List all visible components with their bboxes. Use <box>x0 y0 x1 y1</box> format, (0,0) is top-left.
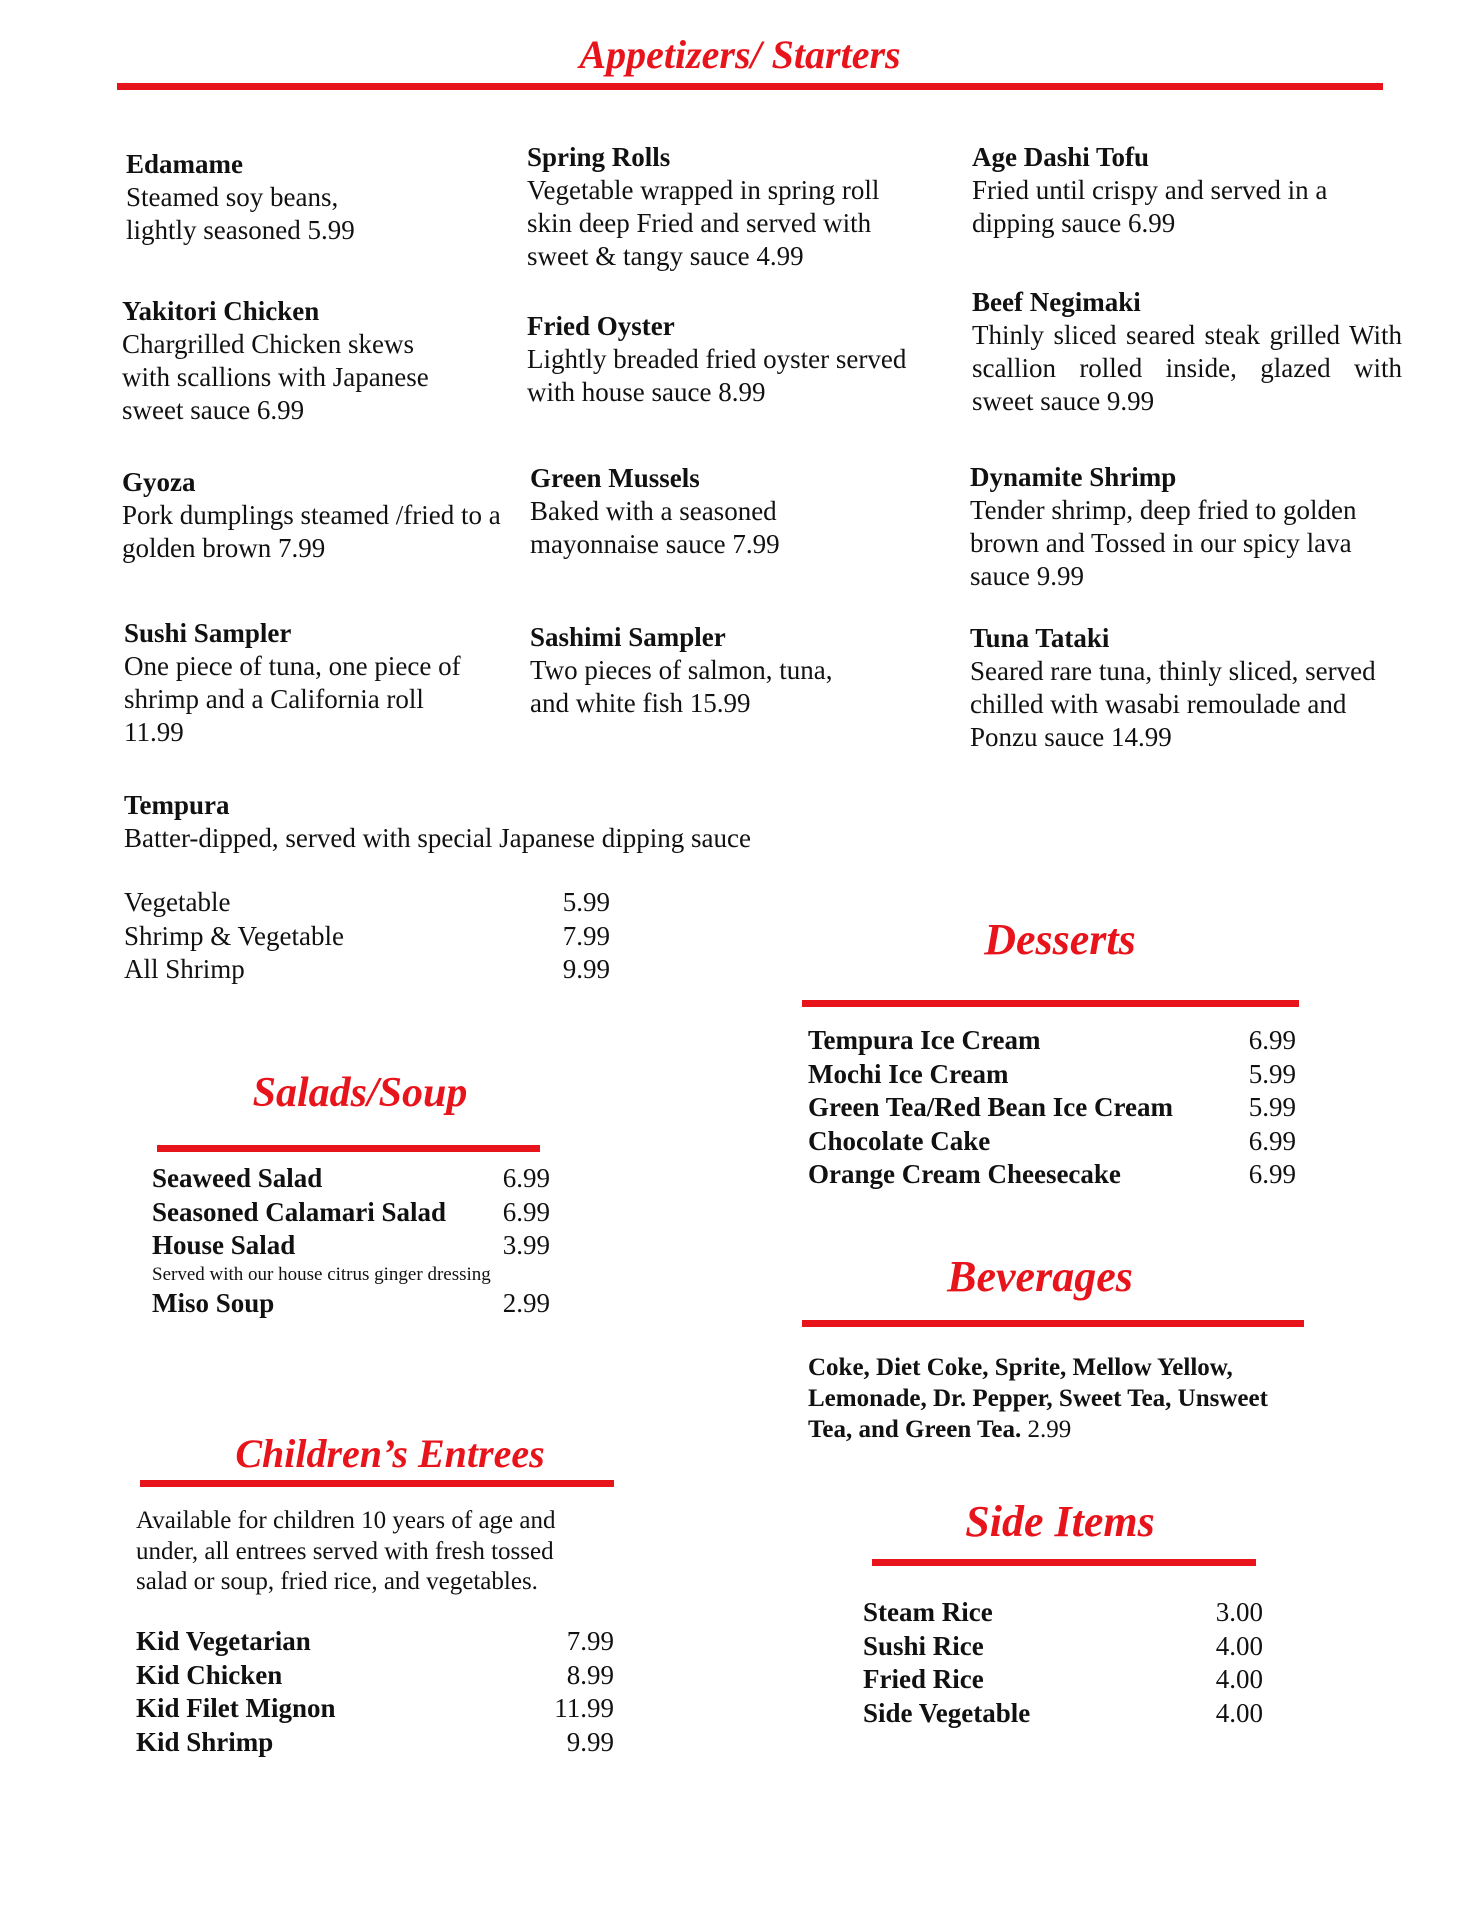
children-description: Available for children 10 years of age and under, all entrees served with fresh tossed salad or soup, fried rice, and vegetables. <box>136 1507 556 1595</box>
beverages-price: 2.99 <box>1027 1416 1072 1443</box>
item-description: Vegetable wrapped in spring roll skin deep Fried and served with sweet & tangy sauce 4.99 <box>527 175 880 271</box>
kid-entree-name: Kid Filet Mignon <box>136 1693 336 1723</box>
salad-name: Seasoned Calamari Salad <box>152 1196 447 1227</box>
soup-name: Miso Soup <box>152 1287 275 1318</box>
list-item <box>808 1125 1296 1159</box>
sides-title: Side Items <box>965 1497 1155 1546</box>
beverages-list: Coke, Diet Coke, Sprite, Mellow Yellow, Lemonade, Dr. Pepper, Sweet Tea, Unsweet Tea, and Green Tea. <box>808 1354 1268 1443</box>
salads-list <box>152 1162 550 1320</box>
item-description: Steamed soy beans, lightly seasoned 5.99 <box>126 182 355 245</box>
kid-entree-name: Kid Vegetarian <box>136 1626 311 1656</box>
item-name: Fried Oyster <box>527 311 675 341</box>
item-description: Thinly sliced seared steak grilled With scallion rolled inside, glazed with sweet sauce 9.99 <box>972 320 1402 416</box>
menu-item <box>530 621 890 720</box>
option-price: 7.99 <box>562 920 610 951</box>
option-price: 5.99 <box>562 887 610 917</box>
side-name: Side Vegetable <box>863 1697 1031 1728</box>
salads-rule <box>157 1145 540 1152</box>
list-item <box>863 1630 1263 1664</box>
item-description: One piece of tuna, one piece of shrimp and a California roll 11.99 <box>124 651 461 747</box>
list-item <box>136 1659 614 1693</box>
item-description: Baked with a seasoned mayonnaise sauce 7.99 <box>530 496 780 559</box>
side-price: 4.00 <box>1215 1664 1263 1694</box>
dessert-name: Green Tea/Red Bean Ice Cream <box>808 1092 1173 1122</box>
dessert-price: 5.99 <box>1248 1092 1296 1122</box>
children-rule <box>140 1480 614 1487</box>
menu-item <box>530 462 890 561</box>
item-name: Sushi Sampler <box>124 618 292 648</box>
children-list <box>136 1625 614 1759</box>
dessert-name: Chocolate Cake <box>808 1125 991 1156</box>
children-title: Children’s Entrees <box>235 1431 545 1476</box>
soup-price: 2.99 <box>502 1287 550 1318</box>
list-item <box>808 1058 1296 1092</box>
list-item <box>863 1697 1263 1731</box>
item-name: Tuna Tataki <box>970 623 1110 653</box>
salad-price: 6.99 <box>502 1196 550 1227</box>
item-name: Gyoza <box>122 467 196 497</box>
item-name: Edamame <box>126 149 243 179</box>
list-item <box>808 1158 1296 1192</box>
item-name: Beef Negimaki <box>972 287 1141 317</box>
item-description: Fried until crispy and served in a dipping sauce 6.99 <box>972 175 1328 238</box>
item-description: Pork dumplings steamed /fried to a golden brown 7.99 <box>122 500 501 563</box>
kid-entree-price: 9.99 <box>566 1726 614 1757</box>
dessert-price: 6.99 <box>1248 1159 1296 1189</box>
dessert-price: 5.99 <box>1248 1058 1296 1089</box>
item-description: Batter-dipped, served with special Japanese dipping sauce <box>124 823 751 853</box>
list-item <box>136 1726 614 1760</box>
dessert-price: 6.99 <box>1248 1125 1296 1156</box>
tempura-options <box>124 886 610 987</box>
item-name: Sashimi Sampler <box>530 622 726 652</box>
item-name: Tempura <box>124 790 230 820</box>
option-price: 9.99 <box>562 954 610 984</box>
item-name: Yakitori Chicken <box>122 296 320 326</box>
dessert-name: Orange Cream Cheesecake <box>808 1159 1121 1189</box>
kid-entree-name: Kid Shrimp <box>136 1726 274 1757</box>
tempura-item <box>124 789 884 855</box>
option-name: Shrimp & Vegetable <box>124 920 344 951</box>
option-name: All Shrimp <box>124 954 245 984</box>
menu-item <box>122 295 462 427</box>
side-name: Sushi Rice <box>863 1630 984 1661</box>
item-description: Chargrilled Chicken skews with scallions with Japanese sweet sauce 6.99 <box>122 329 429 425</box>
list-item <box>863 1596 1263 1630</box>
dessert-name: Tempura Ice Cream <box>808 1025 1041 1055</box>
kid-entree-name: Kid Chicken <box>136 1659 283 1690</box>
list-item <box>152 1196 550 1230</box>
kid-entree-price: 11.99 <box>554 1693 614 1723</box>
kid-entree-price: 8.99 <box>566 1659 614 1690</box>
dessert-price: 6.99 <box>1248 1025 1296 1055</box>
salad-name: Seaweed Salad <box>152 1163 323 1193</box>
item-name: Green Mussels <box>530 463 700 493</box>
list-item <box>152 1287 550 1321</box>
salad-price: 3.99 <box>502 1230 550 1260</box>
list-item <box>152 1229 550 1263</box>
salad-name: House Salad <box>152 1230 296 1260</box>
item-description: Seared rare tuna, thinly sliced, served chilled with wasabi remoulade and Ponzu sauce 14.99 <box>970 656 1376 752</box>
sides-list <box>863 1596 1263 1730</box>
menu-item <box>970 622 1400 754</box>
side-price: 3.00 <box>1215 1597 1263 1627</box>
side-name: Steam Rice <box>863 1597 993 1627</box>
menu-item <box>972 286 1402 418</box>
menu-item <box>124 617 484 749</box>
appetizers-rule <box>117 83 1383 90</box>
list-item <box>136 1692 614 1726</box>
list-item <box>863 1663 1263 1697</box>
desserts-list <box>808 1024 1296 1192</box>
list-item <box>136 1625 614 1659</box>
item-description: Two pieces of salmon, tuna, and white fish 15.99 <box>530 655 833 718</box>
menu-item <box>972 141 1372 240</box>
list-item <box>152 1162 550 1196</box>
beverages-title: Beverages <box>947 1252 1133 1301</box>
list-item <box>808 1091 1296 1125</box>
item-name: Spring Rolls <box>527 142 671 172</box>
menu-item <box>527 141 927 273</box>
side-price: 4.00 <box>1215 1697 1263 1728</box>
item-description: Lightly breaded fried oyster served with house sauce 8.99 <box>527 344 907 407</box>
item-description: Tender shrimp, deep fried to golden brown and Tossed in our spicy lava sauce 9.99 <box>970 495 1357 591</box>
option-name: Vegetable <box>124 887 231 917</box>
salad-note: Served with our house citrus ginger dressing <box>152 1263 491 1285</box>
menu-item <box>122 466 502 565</box>
salad-price: 6.99 <box>502 1163 550 1193</box>
item-name: Age Dashi Tofu <box>972 142 1150 172</box>
side-price: 4.00 <box>1215 1630 1263 1661</box>
list-item <box>124 886 610 920</box>
menu-item <box>126 148 506 247</box>
list-item <box>124 953 610 987</box>
desserts-rule <box>802 1000 1299 1007</box>
kid-entree-price: 7.99 <box>566 1626 614 1656</box>
menu-item <box>527 310 947 409</box>
menu-item <box>970 461 1400 593</box>
item-name: Dynamite Shrimp <box>970 462 1177 492</box>
salads-title: Salads/Soup <box>252 1070 468 1116</box>
beverages-rule <box>802 1320 1304 1327</box>
list-item <box>808 1024 1296 1058</box>
beverages-text <box>808 1352 1298 1445</box>
appetizers-title: Appetizers/ Starters <box>579 32 901 77</box>
list-item <box>124 920 610 954</box>
side-name: Fried Rice <box>863 1664 984 1694</box>
desserts-title: Desserts <box>984 915 1136 964</box>
sides-rule <box>872 1559 1256 1566</box>
dessert-name: Mochi Ice Cream <box>808 1058 1009 1089</box>
